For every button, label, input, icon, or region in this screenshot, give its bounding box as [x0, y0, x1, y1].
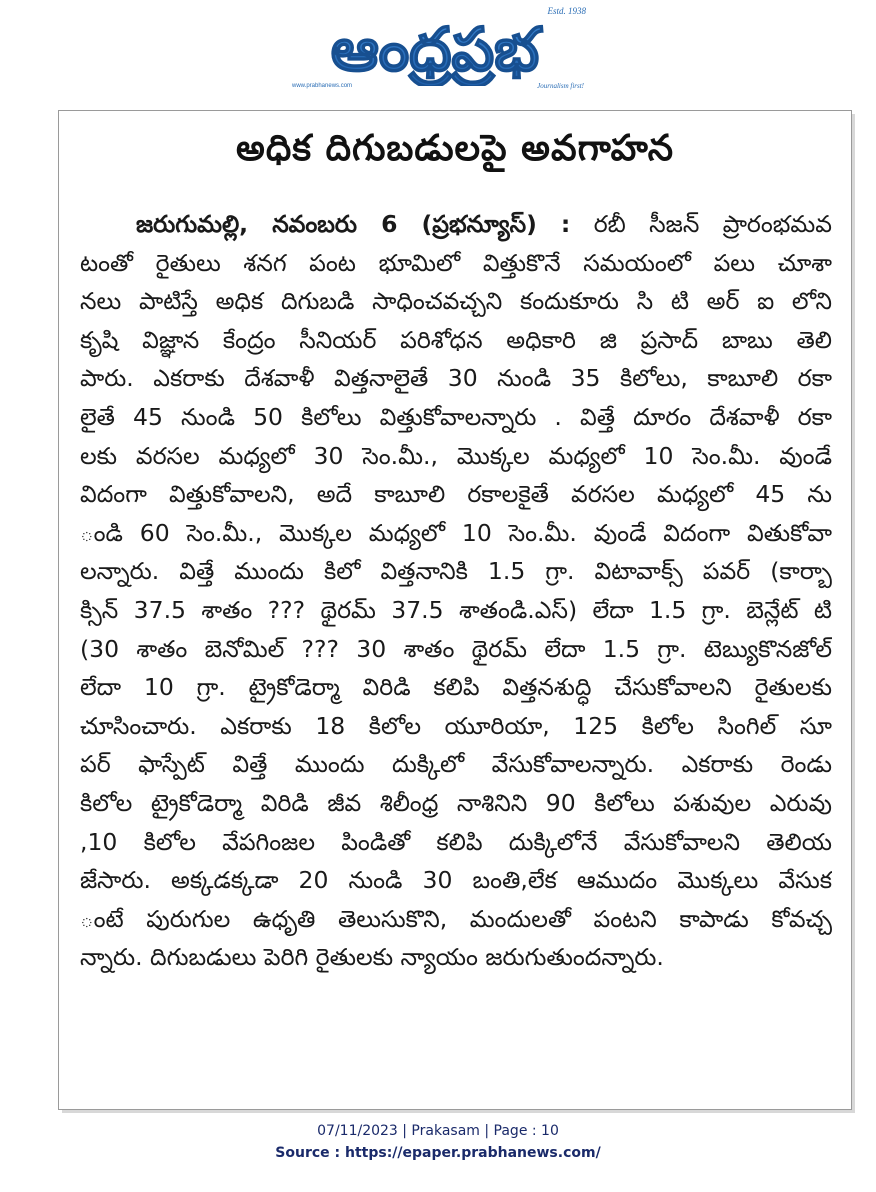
frame-shadow [852, 114, 855, 1110]
article-line [80, 205, 832, 244]
article-dateline: జరుగుమల్లి, నవంబరు 6 (ప్రభన్యూస్) : [136, 210, 571, 238]
article-line: లేదా 10 గ్రా. ట్రైకోడెర్మా విరిడి కలిపి విత్తనశుద్ధి చేసుకోవాలని రైతులకు [80, 673, 832, 702]
article-line-text: రబీ సీజన్ ప్రారంభమవ [593, 210, 832, 238]
page-footer [0, 1120, 876, 1164]
article-line: లకు వరసల మధ్యలో 30 సెం.మీ., మొక్కల మధ్యలో 10 సెం.మీ. వుండే [80, 441, 832, 470]
article-line: నలు పాటిస్తే అధిక దిగుబడి సాధించవచ్చని కందుకూరు సి టి అర్ ఐ లోని [80, 287, 832, 316]
footer-meta: 07/11/2023 | Prakasam | Page : 10 [317, 1123, 559, 1139]
article-line: పారు. ఎకరాకు దేశవాళీ విత్తనాలైతే 30 నుండి 35 కిలోలు, కాబూలి రకా [80, 364, 832, 393]
article-line: క్సిన్ 37.5 శాతం ??? థైరమ్ 37.5 శాతండి.ఎస్) లేదా 1.5 గ్రా. బెన్లేట్ టి [80, 595, 832, 624]
article-line: టంతో రైతులు శనగ పంట భూమిలో విత్తుకొనే సమయంలో పలు చూశా [80, 248, 832, 277]
article-line: పర్ ఫాస్పేట్ విత్తే ముందు దుక్కిలో వేసుకోవాలన్నారు. ఎకరాకు రెండు [80, 750, 832, 779]
masthead-logo [280, 6, 590, 98]
article-line: కిలోల ట్రైకోడెర్మా విరిడి జీవ శిలీంధ్ర నాశినిని 90 కిలోలు పశువుల ఎరువు [80, 788, 832, 817]
established-year: Estd. 1938 [547, 6, 586, 16]
article-headline: అధిక దిగుబడులపై అవగాహన [236, 128, 674, 169]
article-line: జేసారు. అక్కడక్కడా 20 నుండి 30 బంతి,లేక ఆముదం మొక్కలు వేసుక [80, 866, 832, 895]
article-line: ండి 60 సెం.మీ., మొక్కల మధ్యలో 10 సెం.మీ. వుండే విదంగా వితుకోవా [80, 518, 832, 547]
masthead-tagline: Journalism first! [537, 82, 584, 90]
article-line: విదంగా విత్తుకోవాలని, అదే కాబూలి రకాలకైతే వరసల మధ్యలో 45 ను [80, 480, 832, 509]
article-body [80, 205, 832, 977]
article-line: లన్నారు. విత్తే ముందు కిలో విత్తనానికి 1.5 గ్రా. విటావాక్స్ పవర్ (కార్బా [80, 557, 832, 586]
article-line: న్నారు. దిగుబడులు పెరిగి రైతులకు న్యాయం జరుగుతుందన్నారు. [80, 943, 664, 972]
article-line: ,10 కిలోల వేపగింజల పిండితో కలిపి దుక్కిలోనే వేసుకోవాలని తెలియ [80, 827, 832, 856]
article-line: ంటే పురుగుల ఉధృతి తెలుసుకొని, మందులతో పంటని కాపాడు కోవచ్చ [80, 904, 832, 933]
article-line: (30 శాతం బెనోమిల్ ??? 30 శాతం థైరమ్ లేదా 1.5 గ్రా. టెబ్యుకొనజోల్ [80, 634, 832, 663]
masthead-url: www.prabhanews.com [292, 83, 353, 89]
article-line: చూసించారు. ఎకరాకు 18 కిలోల యూరియా, 125 కిలోల సింగిల్ సూ [80, 711, 832, 740]
footer-source: Source : https://epaper.prabhanews.com/ [275, 1145, 601, 1161]
article-line: లైతే 45 నుండి 50 కిలోలు విత్తుకోవాలన్నారు . విత్తే దూరం దేశవాళీ రకా [80, 402, 832, 431]
svg-text:ఆంధ్రప్రభ: ఆంధ్రప్రభ [330, 15, 540, 85]
article-line: కృషి విజ్ఞాన కేంద్రం సీనియర్ పరిశోధన అధికారి జి ప్రసాద్ బాబు తెలి [80, 325, 832, 354]
masthead-wordmark [280, 6, 590, 86]
frame-shadow-bottom [62, 1110, 855, 1113]
